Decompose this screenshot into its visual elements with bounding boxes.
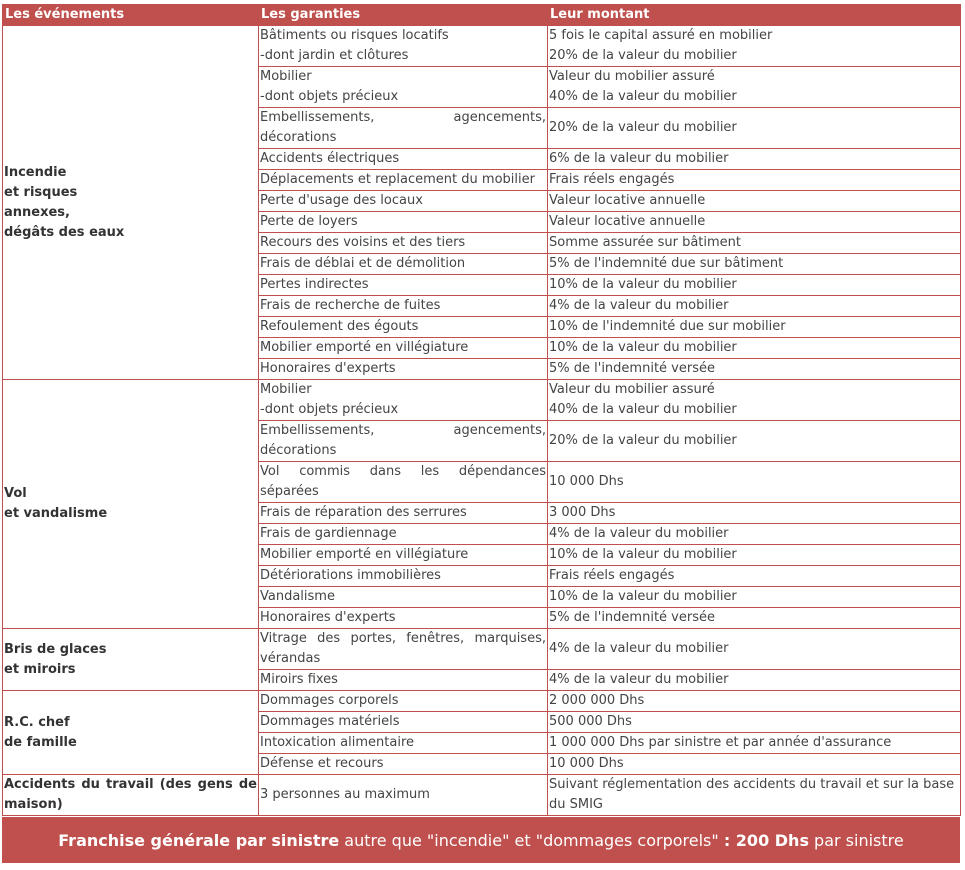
guarantee-cell: Frais de déblai et de démolition [259, 254, 548, 275]
header-events: Les événements [3, 5, 259, 26]
amount-cell: Valeur locative annuelle [548, 212, 961, 233]
event-cell: Incendie et risques annexes, dégâts des eaux [3, 26, 259, 380]
amount-cell: Valeur locative annuelle [548, 191, 961, 212]
guarantee-cell: Vandalisme [259, 587, 548, 608]
amount-cell: 4% de la valeur du mobilier [548, 524, 961, 545]
guarantee-cell: Vitrage des portes, fenêtres, marquises, vérandas [259, 629, 548, 670]
amount-cell: 4% de la valeur du mobilier [548, 670, 961, 691]
guarantee-cell: Pertes indirectes [259, 275, 548, 296]
amount-cell: 5 fois le capital assuré en mobilier 20% de la valeur du mobilier [548, 26, 961, 67]
amount-cell: 6% de la valeur du mobilier [548, 149, 961, 170]
guarantee-cell: Mobilier emporté en villégiature [259, 545, 548, 566]
header-guarantees: Les garanties [259, 5, 548, 26]
amount-cell: 20% de la valeur du mobilier [548, 108, 961, 149]
footer-bold-label: Franchise générale par sinistre [58, 830, 340, 850]
guarantee-cell: Défense et recours [259, 754, 548, 775]
amount-cell: Somme assurée sur bâtiment [548, 233, 961, 254]
guarantees-table [2, 4, 961, 816]
table-row [3, 380, 961, 421]
table-body [3, 26, 961, 816]
guarantee-cell: Honoraires d'experts [259, 359, 548, 380]
header-amount: Leur montant [548, 5, 961, 26]
amount-cell: 1 000 000 Dhs par sinistre et par année d'assurance [548, 733, 961, 754]
guarantee-cell: Dommages matériels [259, 712, 548, 733]
guarantee-cell: Recours des voisins et des tiers [259, 233, 548, 254]
amount-cell: 10 000 Dhs [548, 462, 961, 503]
guarantee-cell: Vol commis dans les dépendances séparées [259, 462, 548, 503]
amount-cell: 4% de la valeur du mobilier [548, 629, 961, 670]
footer-suffix: par sinistre [808, 830, 904, 850]
guarantee-cell: Frais de gardiennage [259, 524, 548, 545]
guarantee-cell: 3 personnes au maximum [259, 775, 548, 816]
guarantee-cell: Honoraires d'experts [259, 608, 548, 629]
amount-cell: 10% de la valeur du mobilier [548, 275, 961, 296]
guarantee-cell: Détériorations immobilières [259, 566, 548, 587]
guarantee-cell: Accidents électriques [259, 149, 548, 170]
amount-cell: 5% de l'indemnité due sur bâtiment [548, 254, 961, 275]
amount-cell: 10% de l'indemnité due sur mobilier [548, 317, 961, 338]
table-row [3, 691, 961, 712]
guarantee-cell: Perte de loyers [259, 212, 548, 233]
table-header-row [3, 5, 961, 26]
event-cell: Accidents du travail (des gens de maison) [3, 775, 259, 816]
guarantee-cell: Miroirs fixes [259, 670, 548, 691]
amount-cell: Frais réels engagés [548, 170, 961, 191]
amount-cell: 2 000 000 Dhs [548, 691, 961, 712]
amount-cell: 10% de la valeur du mobilier [548, 338, 961, 359]
guarantee-cell: Mobilier -dont objets précieux [259, 380, 548, 421]
guarantee-cell: Intoxication alimentaire [259, 733, 548, 754]
footer-amount: 200 Dhs [735, 830, 809, 850]
amount-cell: 5% de l'indemnité versée [548, 608, 961, 629]
table-row [3, 775, 961, 816]
guarantee-cell: Bâtiments ou risques locatifs -dont jardin et clôtures [259, 26, 548, 67]
guarantee-cell: Dommages corporels [259, 691, 548, 712]
guarantee-cell: Frais de recherche de fuites [259, 296, 548, 317]
amount-cell: Valeur du mobilier assuré 40% de la valeur du mobilier [548, 67, 961, 108]
amount-cell: 500 000 Dhs [548, 712, 961, 733]
guarantees-document [2, 4, 960, 863]
event-cell: Bris de glaces et miroirs [3, 629, 259, 691]
guarantee-cell: Frais de réparation des serrures [259, 503, 548, 524]
amount-cell: 5% de l'indemnité versée [548, 359, 961, 380]
amount-cell: 10% de la valeur du mobilier [548, 587, 961, 608]
guarantee-cell: Embellissements, agencements, décorations [259, 421, 548, 462]
table-row [3, 629, 961, 670]
footer-colon: : [723, 830, 736, 850]
amount-cell: Suivant réglementation des accidents du travail et sur la base du SMIG [548, 775, 961, 816]
guarantee-cell: Perte d'usage des locaux [259, 191, 548, 212]
guarantee-cell: Mobilier -dont objets précieux [259, 67, 548, 108]
amount-cell: Valeur du mobilier assuré 40% de la valeur du mobilier [548, 380, 961, 421]
amount-cell: 10% de la valeur du mobilier [548, 545, 961, 566]
table-row [3, 26, 961, 67]
footer-text: autre que "incendie" et "dommages corporels" [339, 830, 724, 850]
franchise-footer [2, 817, 960, 863]
amount-cell: 4% de la valeur du mobilier [548, 296, 961, 317]
guarantee-cell: Refoulement des égouts [259, 317, 548, 338]
guarantee-cell: Mobilier emporté en villégiature [259, 338, 548, 359]
guarantee-cell: Déplacements et replacement du mobilier [259, 170, 548, 191]
event-cell: Vol et vandalisme [3, 380, 259, 629]
event-cell: R.C. chef de famille [3, 691, 259, 775]
amount-cell: 10 000 Dhs [548, 754, 961, 775]
guarantee-cell: Embellissements, agencements, décorations [259, 108, 548, 149]
amount-cell: Frais réels engagés [548, 566, 961, 587]
amount-cell: 20% de la valeur du mobilier [548, 421, 961, 462]
amount-cell: 3 000 Dhs [548, 503, 961, 524]
